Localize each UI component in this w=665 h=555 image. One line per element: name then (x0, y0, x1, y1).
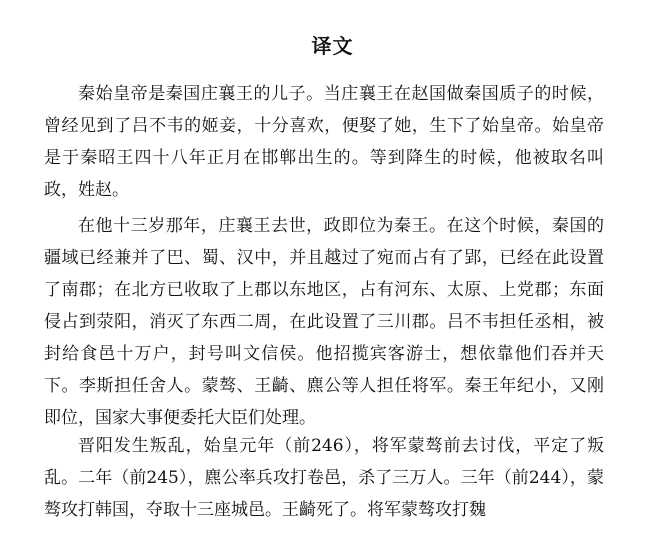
document-title: 译文 (311, 34, 354, 58)
paragraph-3: 晋阳发生叛乱，始皇元年（前246），将军蒙骜前去讨伐，平定了叛乱。二年（前245），麃公率兵攻打卷邑，杀了三万人。三年（前244），蒙骜攻打韩国，夺取十三座城邑。王齮死了。将军蒙骜攻打魏 (44, 436, 604, 520)
paragraph-2: 在他十三岁那年，庄襄王去世，政即位为秦王。在这个时候，秦国的疆域已经兼并了巴、蜀、汉中，并且越过了宛而占有了郢，已经在此设置了南郡；在北方已收取了上郡以东地区，占有河东、太原、上党郡；东面侵占到荥阳，消灭了东西二周，在此设置了三川郡。吕不韦担任丞相，被封给食邑十万户，封号叫文信侯。他招揽宾客游士，想依靠他们吞并天下。李斯担任舍人。蒙骜、王齮、麃公等人担任将军。秦王年纪小，又刚即位，国家大事便委托大臣们处理。 (44, 216, 604, 428)
paragraph-1: 秦始皇帝是秦国庄襄王的儿子。当庄襄王在赵国做秦国质子的时候，曾经见到了吕不韦的姬妾，十分喜欢，便娶了她，生下了始皇帝。始皇帝是于秦昭王四十八年正月在邯郸出生的。等到降生的时候，他被取名叫政，姓赵。 (44, 84, 604, 200)
